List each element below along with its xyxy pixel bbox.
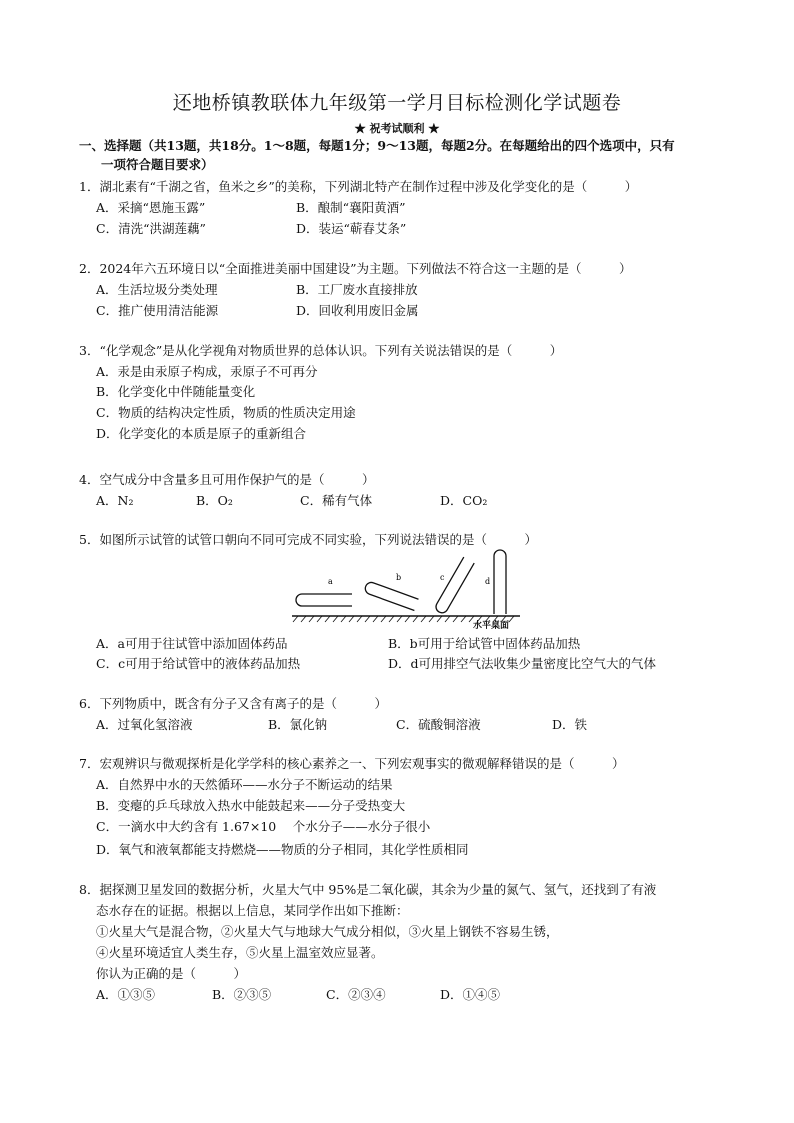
q4-option-b: B．O₂ [196,493,233,508]
q3-option-a: A．汞是由汞原子构成，汞原子不可再分 [96,364,318,379]
q8-option-b: B．②③⑤ [212,987,272,1002]
q2-option-a: A．生活垃圾分类处理 [96,282,218,297]
q7-option-a: A．自然界中水的天然循环——水分子不断运动的结果 [96,777,393,792]
question-8-stem-cont: 态水存在的证据。根据以上信息，某同学作出如下推断： [96,903,409,918]
section-heading-cont: 一项符合题目要求） [101,157,214,172]
q3-option-c: C．物质的结构决定性质，物质的性质决定用途 [96,405,356,420]
page-title: 还地桥镇教联体九年级第一学月目标检测化学试题卷 [172,92,622,114]
q7-option-b: B．变瘪的乒乓球放入热水中能鼓起来——分子受热变大 [96,798,406,813]
q1-option-a: A．采摘“恩施玉露” [96,200,206,215]
q6-option-b: B．氯化钠 [268,717,328,732]
question-3-stem: 3．“化学观念”是从化学视角对物质世界的总体认识。下列有关说法错误的是（ ） [79,343,563,358]
question-8-stem: 8．据探测卫星发回的数据分析，火星大气中 95%是二氧化碳，其余为少量的氮气、氢气，还找到了有液 [79,882,657,897]
q8-option-d: D．①④⑤ [440,987,501,1002]
tube-c [434,557,474,615]
question-5-stem: 5．如图所示试管的试管口朝向不同可完成不同实验，下列说法错误的是（ ） [79,532,537,547]
q8-option-c: C．②③④ [326,987,386,1002]
q7-option-c: C．一滴水中大约含有 1.67×10 个水分子——水分子很小 [96,819,431,834]
q4-option-d: D．CO₂ [440,493,488,508]
q6-option-c: C．硫酸铜溶液 [396,717,481,732]
q5-option-c: C．c可用于给试管中的液体药品加热 [96,656,301,671]
q6-option-d: D．铁 [552,717,588,732]
q8-statement-line-1: ①火星大气是混合物，②火星大气与地球大气成分相似，③火星上钢铁不容易生锈， [96,924,559,939]
tube-d-label: d [485,577,491,586]
q5-option-d: D．d可用排空气法收集少量密度比空气大的气体 [388,656,657,671]
tube-a [296,577,352,606]
question-1-stem: 1．湖北素有“千湖之省，鱼米之乡”的美称，下列湖北特产在制作过程中涉及化学变化的是（ ） [79,179,638,194]
question-4-stem: 4．空气成分中含量多且可用作保护气的是（ ） [79,472,375,487]
good-luck-banner: ★ 祝考试顺利 ★ [354,122,440,135]
q1-option-d: D．装运“蕲春艾条” [296,221,407,236]
tube-c-label: c [440,573,445,582]
q3-option-d: D．化学变化的本质是原子的重新组合 [96,426,307,441]
section-heading: 一、选择题（共13题，共18分。1～8题，每题1分；9～13题，每题2分。在每题给出的四个选项中，只有 [79,138,675,153]
q7-option-d: D．氧气和液氧都能支持燃烧——物质的分子相同，其化学性质相同 [96,842,469,857]
tube-d [494,550,506,614]
question-6-stem: 6．下列物质中，既含有分子又含有离子的是（ ） [79,696,387,711]
q3-option-b: B．化学变化中伴随能量变化 [96,384,256,399]
q4-option-a: A．N₂ [96,493,134,508]
q8-option-a: A．①③⑤ [96,987,156,1002]
tube-b-label: b [396,573,402,582]
q1-option-b: B．酿制“襄阳黄酒” [296,200,406,215]
question-7-stem: 7．宏观辨识与微观探析是化学学科的核心素养之一、下列宏观事实的微观解释错误的是（ ） [79,756,625,771]
tube-b [364,581,419,611]
q6-option-a: A．过氧化氢溶液 [96,717,193,732]
q5-option-b: B．b可用于给试管中固体药品加热 [388,636,581,651]
q8-ask: 你认为正确的是（ ） [96,966,247,981]
q2-option-d: D．回收利用废旧金属 [296,303,419,318]
tube-a-label: a [328,577,333,586]
question-2-stem: 2．2024年六五环境日以“全面推进美丽中国建设”为主题。下列做法不符合这一主题的是（ ） [79,261,632,276]
q5-option-a: A．a可用于往试管中添加固体药品 [96,636,288,651]
figure-caption: 水平桌面 [473,621,510,631]
q4-option-c: C．稀有气体 [300,493,373,508]
q1-option-c: C．清洗“洪湖莲藕” [96,221,206,236]
q2-option-c: C．推广使用清洁能源 [96,303,219,318]
q2-option-b: B．工厂废水直接排放 [296,282,418,297]
q8-statement-line-2: ④火星环境适宜人类生存，⑤火星上温室效应显著。 [96,945,384,960]
